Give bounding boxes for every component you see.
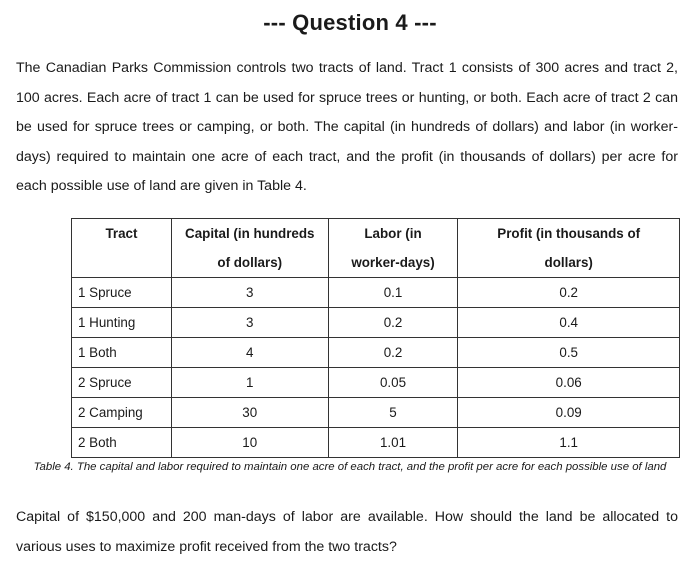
table-header-row — [72, 219, 680, 278]
cell-labor: 0.2 — [328, 308, 458, 338]
table-row — [72, 278, 680, 308]
cell-tract: 2 Spruce — [72, 368, 172, 398]
cell-profit: 0.4 — [458, 308, 680, 338]
table-row — [72, 398, 680, 428]
cell-capital: 10 — [171, 428, 328, 458]
header-labor: Labor (in worker-days) — [328, 219, 458, 278]
table-row — [72, 308, 680, 338]
cell-capital: 3 — [171, 278, 328, 308]
header-tract: Tract — [72, 219, 172, 278]
cell-tract: 1 Both — [72, 338, 172, 368]
cell-tract: 2 Camping — [72, 398, 172, 428]
table-row — [72, 338, 680, 368]
cell-profit: 1.1 — [458, 428, 680, 458]
cell-tract: 1 Hunting — [72, 308, 172, 338]
cell-labor: 5 — [328, 398, 458, 428]
cell-labor: 0.1 — [328, 278, 458, 308]
land-use-table — [71, 218, 680, 458]
cell-profit: 0.06 — [458, 368, 680, 398]
cell-capital: 4 — [171, 338, 328, 368]
table-row — [72, 368, 680, 398]
cell-capital: 1 — [171, 368, 328, 398]
problem-question-paragraph: Capital of $150,000 and 200 man-days of labor are available. How should the land be allocated to various uses to maximize profit received from the two tracts? — [16, 509, 678, 555]
header-capital: Capital (in hundreds of dollars) — [171, 219, 328, 278]
cell-profit: 0.09 — [458, 398, 680, 428]
cell-capital: 30 — [171, 398, 328, 428]
cell-capital: 3 — [171, 308, 328, 338]
problem-intro-paragraph: The Canadian Parks Commission controls two tracts of land. Tract 1 consists of 300 acres and tract 2, 100 acres. Each acre of tract 1 can be used for spruce trees or hunting, or both. Each acre of tract 2 can be used for spruce trees or camping, or both. The capital (in hundreds of dollars) and labor (in worker-days) required to maintain one acre of each tract, and the profit (in thousands of dollars) per acre for each possible use of land are given in Table 4. — [16, 60, 678, 195]
cell-profit: 0.5 — [458, 338, 680, 368]
header-profit: Profit (in thousands of dollars) — [458, 219, 680, 278]
table-row — [72, 428, 680, 458]
table-caption: Table 4. The capital and labor required to maintain one acre of each tract, and the profit per acre for each possible use of land — [33, 461, 667, 473]
cell-labor: 1.01 — [328, 428, 458, 458]
cell-profit: 0.2 — [458, 278, 680, 308]
cell-tract: 2 Both — [72, 428, 172, 458]
cell-labor: 0.2 — [328, 338, 458, 368]
question-heading: --- Question 4 --- — [263, 10, 437, 35]
cell-tract: 1 Spruce — [72, 278, 172, 308]
cell-labor: 0.05 — [328, 368, 458, 398]
